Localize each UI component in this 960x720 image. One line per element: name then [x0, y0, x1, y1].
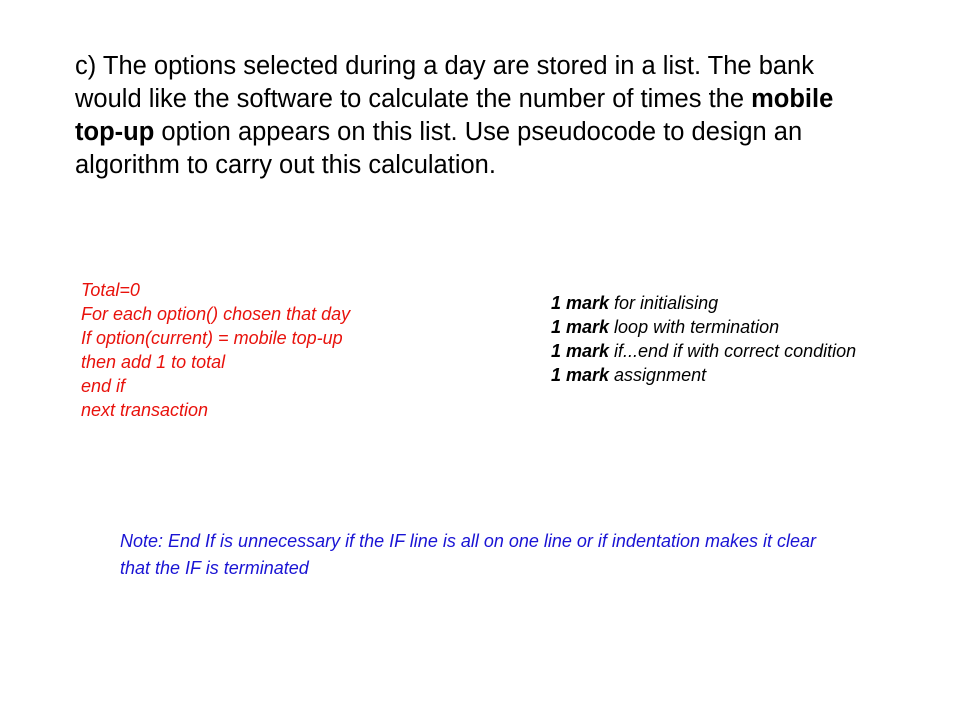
mark-value: 1 mark	[551, 365, 610, 385]
mark-scheme-item	[551, 291, 881, 315]
mark-criterion: for initialising	[609, 293, 719, 313]
question-part-2: option appears on this list. Use pseudocode to design an algorithm to carry out this calculation.	[75, 118, 803, 179]
pseudocode-line: Total=0	[81, 280, 140, 300]
pseudocode-line: If option(current) = mobile top-up	[81, 328, 343, 348]
note-text: Note: End If is unnecessary if the IF line is all on one line or if indentation makes it clear that the IF is terminated	[120, 531, 817, 578]
pseudocode-line: For each option() chosen that day	[81, 304, 351, 324]
question-emphasis: mobile top-up	[75, 85, 834, 146]
mark-criterion: assignment	[609, 365, 707, 385]
question-part-1: c) The options selected during a day are stored in a list. The bank would like the software to calculate the number of times the	[75, 52, 814, 113]
mark-value: 1 mark	[551, 341, 610, 361]
mark-value: 1 mark	[551, 293, 610, 313]
mark-value: 1 mark	[551, 317, 610, 337]
pseudocode-line: then add 1 to total	[81, 352, 226, 372]
question-text	[75, 50, 875, 182]
mark-scheme-item	[551, 363, 881, 387]
pseudocode-answer	[81, 278, 481, 422]
pseudocode-line: next transaction	[81, 400, 209, 420]
mark-scheme-item	[551, 315, 881, 339]
mark-criterion: if...end if with correct condition	[609, 341, 857, 361]
mark-scheme-item	[551, 339, 881, 363]
mark-criterion: loop with termination	[609, 317, 780, 337]
pseudocode-line: end if	[81, 376, 126, 396]
mark-scheme	[551, 291, 881, 387]
